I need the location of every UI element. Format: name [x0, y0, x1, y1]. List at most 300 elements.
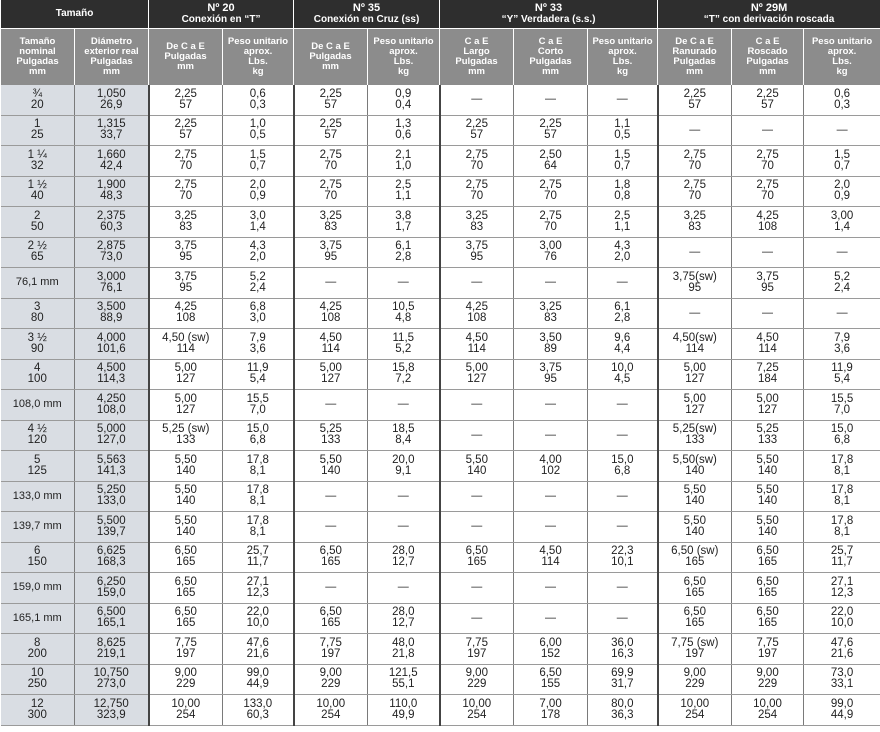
- column-header-line: Tamaño: [19, 36, 56, 47]
- cell-value: 15,0: [830, 423, 854, 436]
- table-cell: [658, 634, 732, 665]
- cell-value: 133: [321, 434, 341, 447]
- table-cell: [294, 115, 368, 146]
- table-cell: [223, 390, 294, 421]
- table-cell: [514, 329, 588, 360]
- table-cell: [588, 146, 658, 177]
- cell-value: 11,7: [247, 556, 269, 569]
- cell-value: 4,8: [395, 312, 412, 325]
- cell-value: 3,25: [319, 209, 342, 222]
- table-row: [1, 390, 880, 421]
- table-cell: [440, 207, 514, 238]
- table-row: [1, 237, 880, 268]
- cell-value: 9,00: [174, 667, 197, 680]
- table-cell: [294, 329, 368, 360]
- cell-value: 4,25: [319, 301, 342, 314]
- cell-value: 10,5: [392, 301, 415, 314]
- table-cell: [223, 329, 294, 360]
- cell-value: —: [616, 276, 628, 289]
- table-row: [1, 115, 880, 146]
- cell-value: 12,3: [246, 586, 269, 599]
- column-header-line: Pulgadas: [90, 56, 133, 67]
- column-header: [440, 29, 514, 86]
- cell-value: 17,8: [830, 484, 854, 497]
- table-cell: [149, 664, 223, 695]
- table-cell: [149, 298, 223, 329]
- column-header-line: Largo: [463, 46, 490, 57]
- cell-value: 108: [176, 312, 196, 325]
- size-cell: [1, 695, 75, 726]
- table-cell: [804, 481, 880, 512]
- cell-value: —: [471, 611, 483, 624]
- table-cell: [294, 298, 368, 329]
- table-row: [1, 329, 880, 360]
- column-header: [368, 29, 440, 86]
- cell-value: 3,75: [539, 362, 562, 375]
- cell-value: 9,1: [395, 464, 412, 477]
- cell-value: 57: [470, 129, 484, 142]
- table-row: [1, 207, 880, 238]
- cell-value: 1,660: [96, 148, 126, 161]
- cell-value: 3,25: [465, 209, 488, 222]
- column-header-line: Roscado: [747, 46, 788, 57]
- table-cell: [732, 85, 804, 115]
- cell-value: —: [397, 489, 409, 502]
- cell-value: 89: [544, 342, 557, 355]
- cell-value: 73,0: [100, 251, 123, 264]
- cell-value: 9,00: [319, 667, 342, 680]
- table-cell: [368, 634, 440, 665]
- cell-value: 17,8: [246, 514, 269, 527]
- table-cell: [368, 115, 440, 146]
- cell-value: 1: [34, 118, 41, 131]
- cell-value: 4,50(sw): [672, 331, 717, 344]
- cell-value: 155: [540, 678, 561, 691]
- cell-value: 6,00: [539, 636, 562, 649]
- table-cell: [732, 268, 804, 299]
- cell-value: 15,0: [246, 423, 269, 436]
- table-cell: [658, 451, 732, 482]
- od-cell: [75, 664, 149, 695]
- cell-value: 140: [467, 464, 487, 477]
- group-title: “T” con derivación roscada: [703, 14, 835, 25]
- cell-value: 127: [757, 403, 778, 416]
- table-cell: [440, 634, 514, 665]
- table-cell: [732, 695, 804, 726]
- cell-value: 10,00: [753, 697, 782, 710]
- table-cell: [588, 451, 658, 482]
- cell-value: 125: [27, 464, 47, 477]
- cell-value: 5,2: [249, 270, 266, 283]
- cell-value: 10: [30, 667, 44, 680]
- table-cell: [223, 298, 294, 329]
- cell-value: 3,75(sw): [672, 270, 717, 283]
- table-cell: [514, 85, 588, 115]
- cell-value: 3,500: [96, 301, 126, 314]
- table-cell: [658, 176, 732, 207]
- cell-value: 152: [540, 647, 561, 660]
- cell-value: 5,4: [834, 373, 851, 386]
- cell-value: 9,6: [614, 331, 631, 344]
- cell-value: 101,6: [96, 342, 126, 355]
- table-cell: [223, 207, 294, 238]
- od-cell: [75, 207, 149, 238]
- table-cell: [732, 298, 804, 329]
- table-cell: [658, 573, 732, 604]
- cell-value: 36,0: [611, 636, 634, 649]
- cell-value: 197: [321, 647, 341, 660]
- table-cell: [368, 390, 440, 421]
- column-header-line: aprox.: [608, 46, 637, 57]
- cell-value: 57: [179, 98, 193, 111]
- table-cell: [149, 115, 223, 146]
- size-cell: [1, 237, 75, 268]
- size-cell: [1, 85, 75, 115]
- cell-value: 133,0 mm: [12, 489, 62, 502]
- cell-value: 3,00: [830, 209, 854, 222]
- od-cell: [75, 451, 149, 482]
- group-number: Nº 20: [207, 2, 235, 14]
- table-cell: [223, 268, 294, 299]
- group-number: Nº 29M: [750, 2, 788, 14]
- cell-value: 10,00: [171, 697, 201, 710]
- cell-value: 229: [685, 678, 705, 691]
- cell-value: 1,7: [395, 220, 412, 233]
- cell-value: 2,25: [756, 87, 779, 100]
- table-cell: [658, 664, 732, 695]
- column-header-line: Corto: [537, 46, 564, 57]
- cell-value: 8,1: [834, 495, 851, 508]
- cell-value: 159,0 mm: [12, 581, 62, 594]
- cell-value: 4,50: [756, 331, 779, 344]
- cell-value: 5,250: [96, 484, 126, 497]
- table-cell: [149, 481, 223, 512]
- cell-value: 140: [685, 525, 705, 538]
- cell-value: 70: [688, 190, 702, 203]
- table-cell: [804, 420, 880, 451]
- cell-value: 36,3: [611, 708, 634, 721]
- cell-value: 9,00: [465, 667, 488, 680]
- cell-value: 17,8: [830, 514, 854, 527]
- cell-value: 8: [34, 636, 41, 649]
- table-cell: [294, 420, 368, 451]
- cell-value: 48,3: [100, 190, 123, 203]
- cell-value: 15,8: [392, 362, 415, 375]
- cell-value: 70: [179, 190, 193, 203]
- cell-value: 2,4: [249, 281, 266, 294]
- cell-value: 165: [321, 556, 341, 569]
- cell-value: 2,75: [756, 148, 779, 161]
- table-cell: [732, 207, 804, 238]
- cell-value: —: [545, 428, 557, 441]
- cell-value: 2,8: [395, 251, 412, 264]
- cell-value: 139,7: [96, 525, 126, 538]
- table-cell: [732, 390, 804, 421]
- size-cell: [1, 390, 75, 421]
- cell-value: 3,0: [249, 312, 266, 325]
- cell-value: 57: [688, 98, 702, 111]
- cell-value: 1,1: [614, 220, 631, 233]
- table-cell: [294, 603, 368, 634]
- od-cell: [75, 85, 149, 115]
- cell-value: 6,625: [96, 545, 126, 558]
- tamano-group-header: Tamaño: [1, 0, 149, 29]
- table-cell: [368, 176, 440, 207]
- cell-value: 4,50: [319, 331, 342, 344]
- cell-value: —: [545, 611, 557, 624]
- cell-value: 5,2: [834, 270, 851, 283]
- cell-value: 2,75: [174, 148, 197, 161]
- cell-value: 95: [544, 373, 557, 386]
- cell-value: 5,000: [96, 423, 126, 436]
- cell-value: 0,4: [395, 98, 412, 111]
- cell-value: 69,9: [611, 667, 634, 680]
- cell-value: —: [397, 581, 409, 594]
- cell-value: 5,50: [465, 453, 488, 466]
- cell-value: —: [545, 520, 557, 533]
- cell-value: 1,4: [249, 220, 266, 233]
- column-header-line: Lbs.: [612, 56, 633, 67]
- cell-value: 70: [688, 159, 702, 172]
- table-row: [1, 603, 880, 634]
- cell-value: 55,1: [392, 678, 415, 691]
- cell-value: 70: [324, 190, 338, 203]
- cell-value: 197: [757, 647, 778, 660]
- cell-value: 5,50(sw): [672, 453, 717, 466]
- table-cell: [149, 146, 223, 177]
- cell-value: 1,8: [614, 179, 631, 192]
- cell-value: 300: [27, 708, 47, 721]
- table-cell: [588, 298, 658, 329]
- cell-value: 5,00: [465, 362, 488, 375]
- cell-value: 4,3: [249, 240, 266, 253]
- size-cell: [1, 176, 75, 207]
- cell-value: —: [616, 428, 628, 441]
- od-cell: [75, 695, 149, 726]
- table-cell: [804, 573, 880, 604]
- cell-value: 254: [757, 708, 778, 721]
- table-cell: [514, 603, 588, 634]
- cell-value: 165: [176, 617, 196, 630]
- cell-value: 10,00: [680, 697, 710, 710]
- size-cell: [1, 542, 75, 573]
- cell-value: 2,75: [465, 179, 488, 192]
- table-cell: [149, 603, 223, 634]
- cell-value: 80: [30, 312, 44, 325]
- cell-value: 5,50: [174, 484, 197, 497]
- cell-value: —: [836, 306, 848, 319]
- column-header-line: Lbs.: [393, 56, 414, 67]
- cell-value: 7,75: [174, 636, 197, 649]
- table-row: [1, 573, 880, 604]
- table-cell: [223, 176, 294, 207]
- column-header-line: Pulgadas: [746, 56, 789, 67]
- column-header: [658, 29, 732, 86]
- cell-value: 0,3: [249, 98, 266, 111]
- cell-value: 127: [176, 373, 196, 386]
- table-cell: [804, 451, 880, 482]
- table-cell: [732, 420, 804, 451]
- table-cell: [368, 85, 440, 115]
- table-cell: [658, 237, 732, 268]
- table-cell: [732, 451, 804, 482]
- cell-value: 99,0: [246, 667, 269, 680]
- cell-value: 114: [321, 342, 340, 355]
- cell-value: 22,3: [611, 545, 634, 558]
- table-cell: [804, 634, 880, 665]
- table-cell: [514, 451, 588, 482]
- table-cell: [514, 207, 588, 238]
- size-cell: [1, 359, 75, 390]
- cell-value: 83: [544, 312, 557, 325]
- table-cell: [223, 481, 294, 512]
- cell-value: 7,0: [834, 403, 851, 416]
- cell-value: 7,75: [465, 636, 488, 649]
- cell-value: 140: [757, 495, 778, 508]
- table-cell: [294, 542, 368, 573]
- cell-value: 110,0: [389, 697, 418, 710]
- od-cell: [75, 268, 149, 299]
- cell-value: 12: [30, 697, 44, 710]
- cell-value: 108: [321, 312, 341, 325]
- cell-value: —: [545, 93, 557, 106]
- cell-value: 127,0: [96, 434, 126, 447]
- column-header: [75, 29, 149, 86]
- cell-value: 4,25: [756, 209, 779, 222]
- cell-value: —: [836, 123, 848, 136]
- cell-value: 40: [30, 190, 44, 203]
- column-header-line: kg: [397, 66, 410, 77]
- table-cell: [588, 176, 658, 207]
- cell-value: 1,4: [834, 220, 851, 233]
- cell-value: 25: [30, 129, 44, 142]
- cell-value: —: [325, 276, 337, 289]
- cell-value: 250: [27, 678, 47, 691]
- table-cell: [658, 481, 732, 512]
- cell-value: 0,9: [834, 190, 851, 203]
- table-cell: [804, 207, 880, 238]
- table-cell: [588, 481, 658, 512]
- group-header-n33: [440, 0, 658, 29]
- cell-value: 28,0: [392, 606, 415, 619]
- cell-value: 4,000: [96, 331, 126, 344]
- cell-value: 133: [176, 434, 196, 447]
- size-cell: [1, 268, 75, 299]
- od-cell: [75, 298, 149, 329]
- column-header: [588, 29, 658, 86]
- cell-value: —: [325, 398, 337, 411]
- cell-value: —: [762, 306, 774, 319]
- cell-value: 229: [757, 678, 778, 691]
- table-cell: [732, 329, 804, 360]
- cell-value: 4,3: [614, 240, 631, 253]
- cell-value: 254: [685, 708, 705, 721]
- cell-value: 3,25: [683, 209, 706, 222]
- cell-value: —: [616, 489, 628, 502]
- cell-value: 8,1: [249, 495, 266, 508]
- table-cell: [514, 176, 588, 207]
- cell-value: 114,3: [97, 373, 126, 386]
- cell-value: 165: [685, 556, 705, 569]
- table-cell: [223, 573, 294, 604]
- od-cell: [75, 115, 149, 146]
- column-header-line: C a E: [755, 36, 780, 47]
- cell-value: 17,8: [246, 484, 269, 497]
- table-cell: [368, 329, 440, 360]
- cell-value: —: [616, 93, 628, 106]
- table-cell: [368, 420, 440, 451]
- table-cell: [804, 359, 880, 390]
- cell-value: 8,1: [834, 525, 851, 538]
- cell-value: 57: [179, 129, 193, 142]
- table-cell: [149, 512, 223, 543]
- table-cell: [368, 268, 440, 299]
- table-cell: [368, 542, 440, 573]
- group-title: Conexión en “T”: [181, 14, 261, 25]
- cell-value: 76: [544, 251, 557, 264]
- cell-value: 3,6: [249, 342, 266, 355]
- size-cell: [1, 634, 75, 665]
- cell-value: 0,6: [395, 129, 412, 142]
- cell-value: 83: [179, 220, 193, 233]
- table-cell: [804, 115, 880, 146]
- column-header-line: Pulgadas: [309, 51, 352, 62]
- table-cell: [804, 329, 880, 360]
- table-cell: [440, 359, 514, 390]
- cell-value: 6,50: [465, 545, 488, 558]
- group-title: Conexión en Cruz (ss): [313, 14, 420, 25]
- cell-value: 229: [176, 678, 196, 691]
- cell-value: 5,25: [756, 423, 779, 436]
- cell-value: 6,1: [395, 240, 412, 253]
- cell-value: 165: [757, 556, 778, 569]
- table-cell: [588, 542, 658, 573]
- table-cell: [732, 573, 804, 604]
- cell-value: 127: [467, 373, 487, 386]
- table-cell: [294, 390, 368, 421]
- table-cell: [294, 695, 368, 726]
- group-number: Nº 35: [352, 2, 381, 14]
- table-cell: [294, 176, 368, 207]
- cell-value: 1,315: [96, 118, 126, 131]
- cell-value: —: [471, 489, 483, 502]
- table-cell: [732, 542, 804, 573]
- cell-value: 5,50: [756, 484, 779, 497]
- table-row: [1, 512, 880, 543]
- cell-value: 254: [321, 708, 341, 721]
- cell-value: 0,5: [249, 129, 266, 142]
- table-cell: [223, 237, 294, 268]
- table-cell: [514, 237, 588, 268]
- table-cell: [368, 573, 440, 604]
- cell-value: —: [762, 123, 774, 136]
- cell-value: —: [545, 489, 557, 502]
- od-cell: [75, 390, 149, 421]
- table-cell: [368, 695, 440, 726]
- cell-value: 3,75: [756, 270, 779, 283]
- cell-value: 6,50: [319, 606, 342, 619]
- cell-value: 70: [761, 159, 774, 172]
- cell-value: 22,0: [830, 606, 854, 619]
- table-cell: [294, 573, 368, 604]
- cell-value: 1,050: [96, 87, 126, 100]
- cell-value: 108: [757, 220, 778, 233]
- cell-value: 76,1 mm: [15, 276, 59, 289]
- cell-value: 70: [470, 190, 484, 203]
- size-cell: [1, 451, 75, 482]
- column-header-line: Pulgadas: [164, 51, 207, 62]
- table-cell: [294, 359, 368, 390]
